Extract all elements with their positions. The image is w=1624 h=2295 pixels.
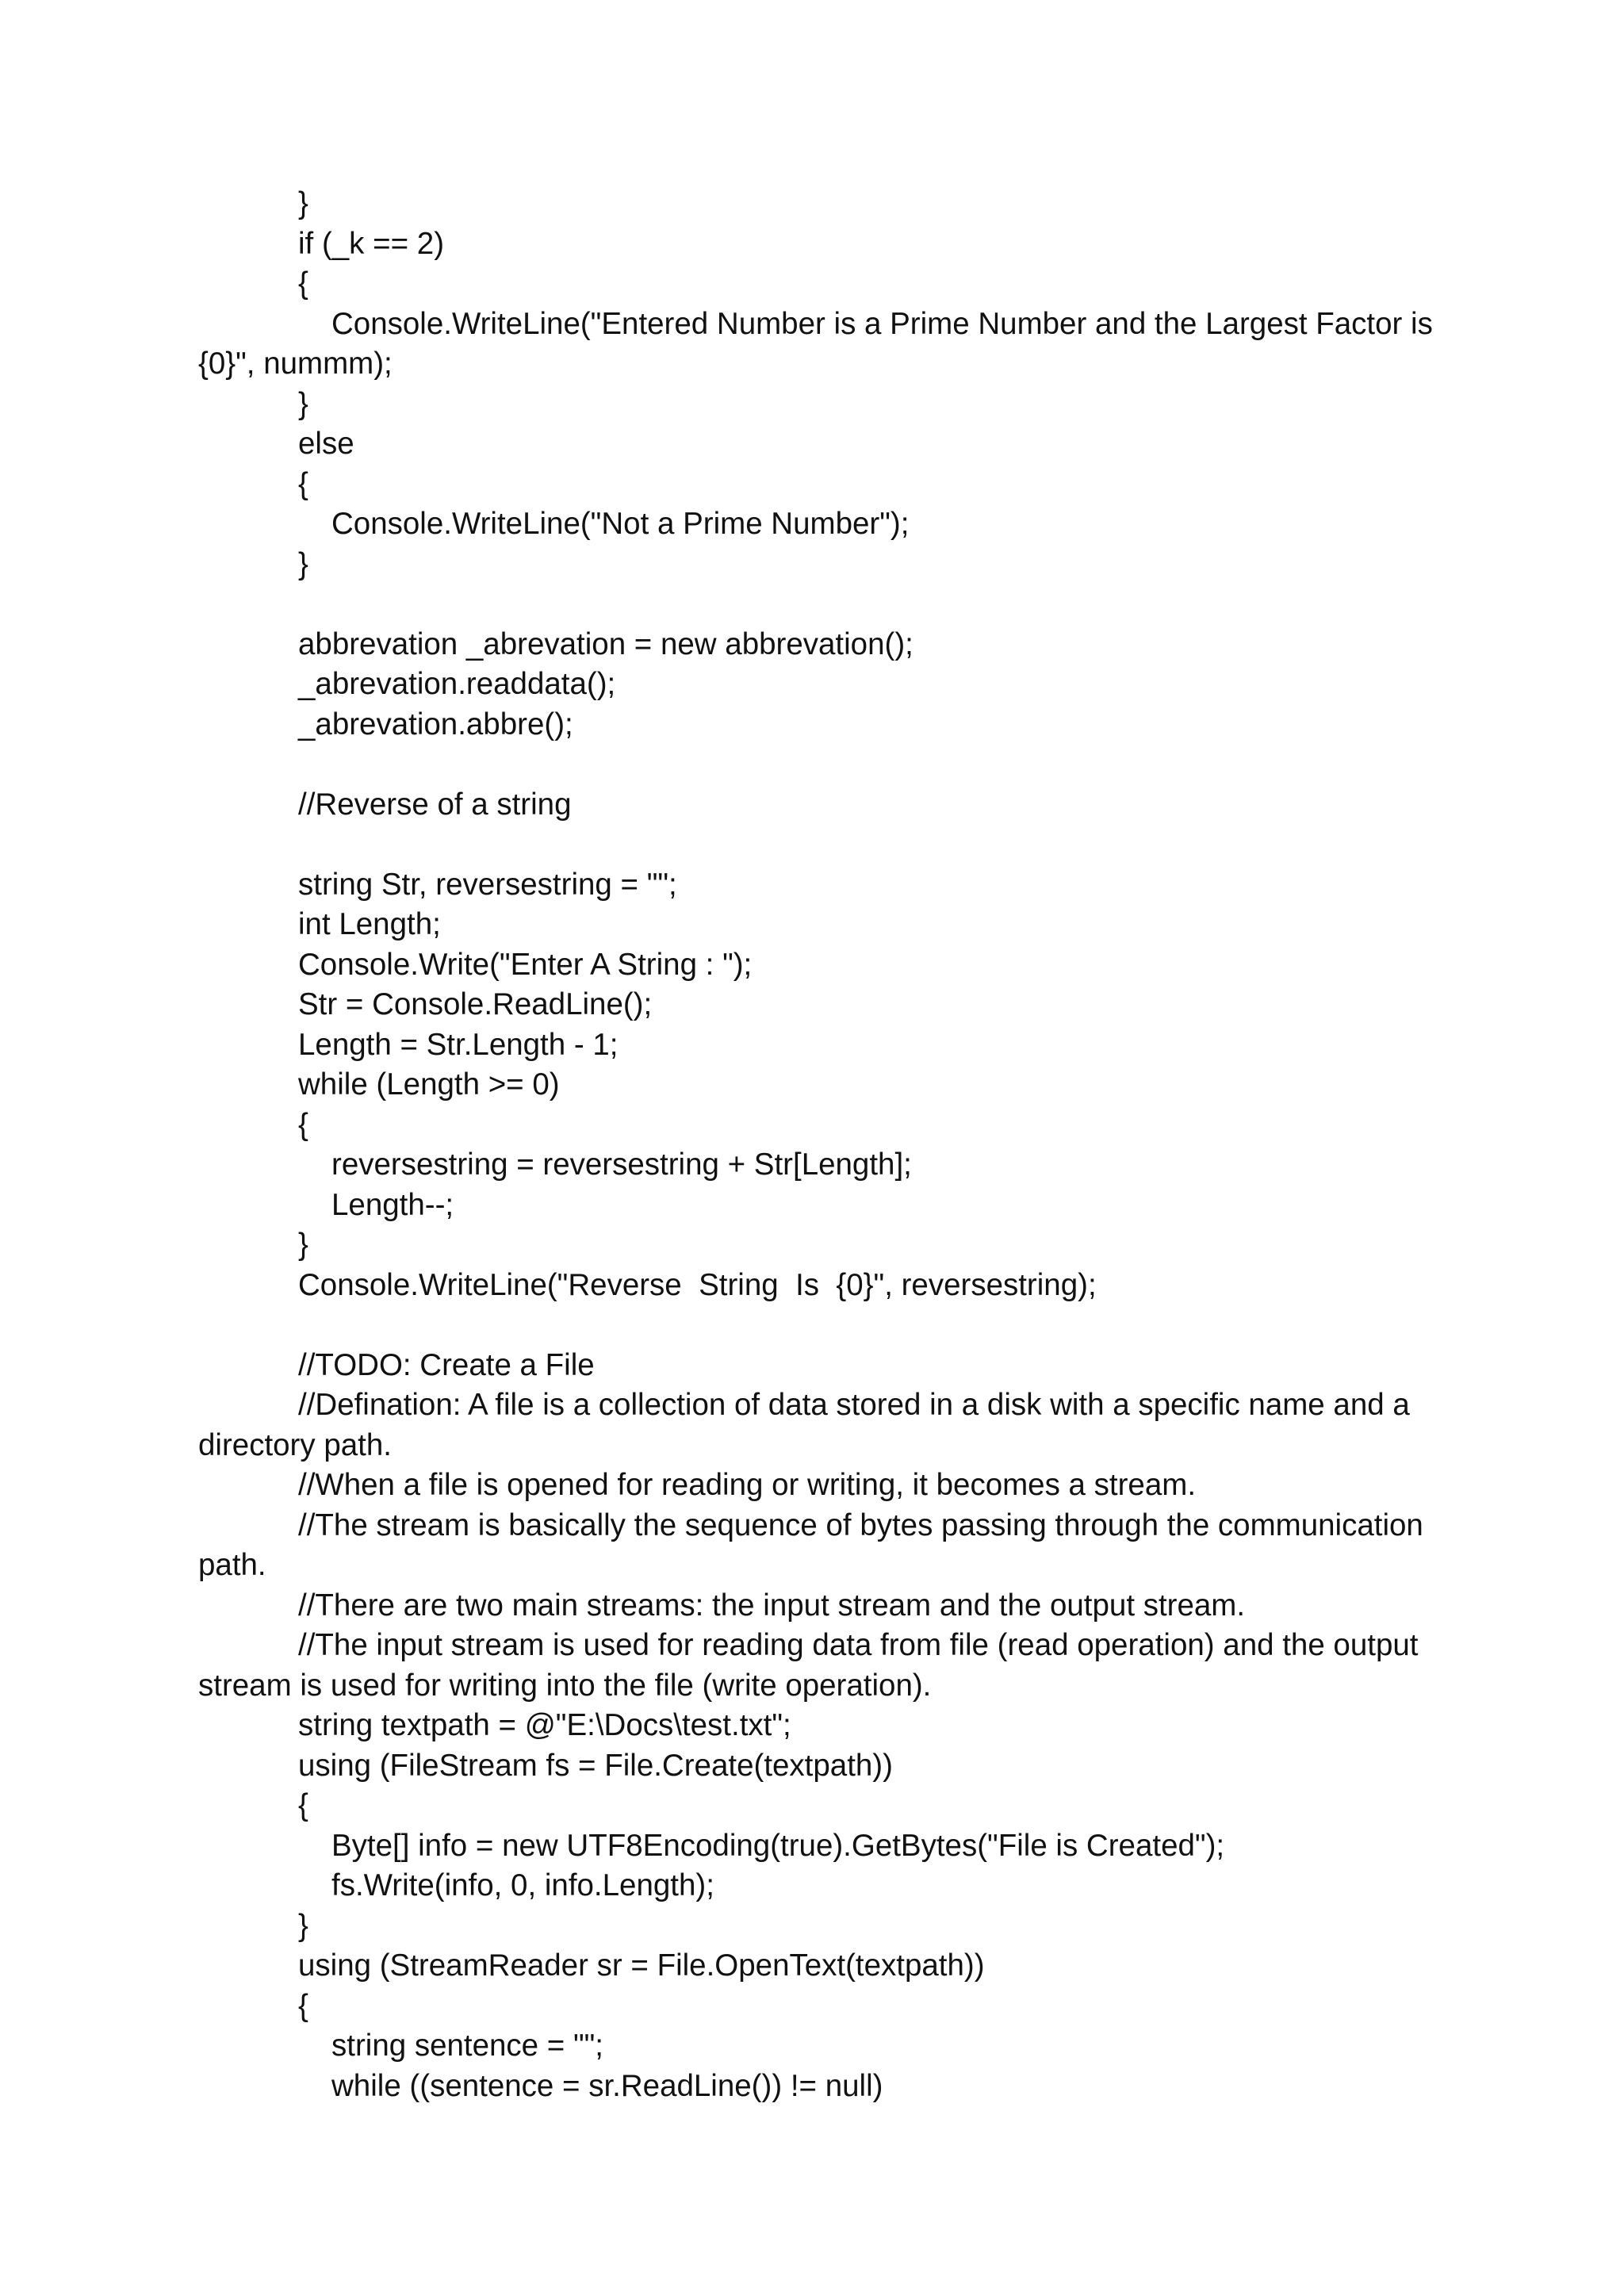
code-line: Console.WriteLine("Entered Number is a Prime Number and the Largest Factor is: [331, 306, 1433, 341]
blank-line: [0, 825, 1624, 865]
code-line: _abrevation.readdata();: [298, 667, 616, 701]
code-line: Console.Write("Enter A String : ");: [298, 947, 753, 982]
code-line: string Str, reversestring = "";: [298, 867, 677, 902]
code-line: string sentence = "";: [331, 2029, 604, 2063]
code-line: path.: [198, 1548, 266, 1582]
code-line: //There are two main streams: the input stream and the output stream.: [298, 1588, 1246, 1623]
blank-line: [0, 1305, 1624, 1346]
code-line: }: [298, 186, 308, 220]
code-line: string textpath = @"E:\Docs\test.txt";: [298, 1708, 791, 1742]
code-line: int Length;: [298, 907, 441, 941]
code-line: abbrevation _abrevation = new abbrevation();: [298, 626, 914, 661]
code-line: Length--;: [331, 1187, 454, 1222]
code-line: //The input stream is used for reading data from file (read operation) and the output: [298, 1628, 1419, 1662]
code-line: }: [298, 546, 308, 581]
code-line: else: [298, 427, 354, 461]
code-line: {: [298, 266, 308, 301]
code-line: Console.WriteLine("Reverse String Is {0}", reversestring);: [298, 1267, 1097, 1302]
code-line: {: [298, 1788, 308, 1822]
code-line: {0}", nummm);: [198, 347, 393, 381]
code-line: {: [298, 1107, 308, 1142]
code-line: //Defination: A file is a collection of data stored in a disk with a specific name and a: [298, 1388, 1410, 1422]
code-line: using (StreamReader sr = File.OpenText(textpath)): [298, 1948, 985, 1983]
code-line: }: [298, 1228, 308, 1262]
code-line: directory path.: [198, 1427, 392, 1462]
code-line: //The stream is basically the sequence of bytes passing through the communication: [298, 1508, 1423, 1542]
code-line: {: [298, 1988, 308, 2023]
code-line: using (FileStream fs = File.Create(textpath)): [298, 1748, 893, 1783]
code-line: Byte[] info = new UTF8Encoding(true).GetBytes("File is Created");: [331, 1828, 1225, 1863]
code-line: Length = Str.Length - 1;: [298, 1027, 619, 1062]
code-line: while (Length >= 0): [298, 1067, 560, 1102]
code-line: Str = Console.ReadLine();: [298, 987, 653, 1021]
code-line: Console.WriteLine("Not a Prime Number");: [331, 507, 910, 541]
code-line: stream is used for writing into the file (write operation).: [198, 1668, 932, 1703]
code-line: }: [298, 1908, 308, 1943]
code-line: _abrevation.abbre();: [298, 707, 573, 741]
code-line: reversestring = reversestring + Str[Length];: [331, 1148, 912, 1182]
blank-line: [0, 745, 1624, 785]
code-line: }: [298, 386, 308, 421]
code-line: //TODO: Create a File: [298, 1347, 595, 1382]
code-line: //When a file is opened for reading or writing, it becomes a stream.: [298, 1468, 1197, 1502]
code-line: if (_k == 2): [298, 226, 445, 261]
code-line: {: [298, 466, 308, 501]
code-line: fs.Write(info, 0, info.Length);: [331, 1868, 714, 1902]
blank-line: [0, 584, 1624, 625]
code-listing: [0, 184, 1624, 2106]
code-line: while ((sentence = sr.ReadLine()) != null): [331, 2068, 883, 2103]
code-line: //Reverse of a string: [298, 787, 572, 822]
